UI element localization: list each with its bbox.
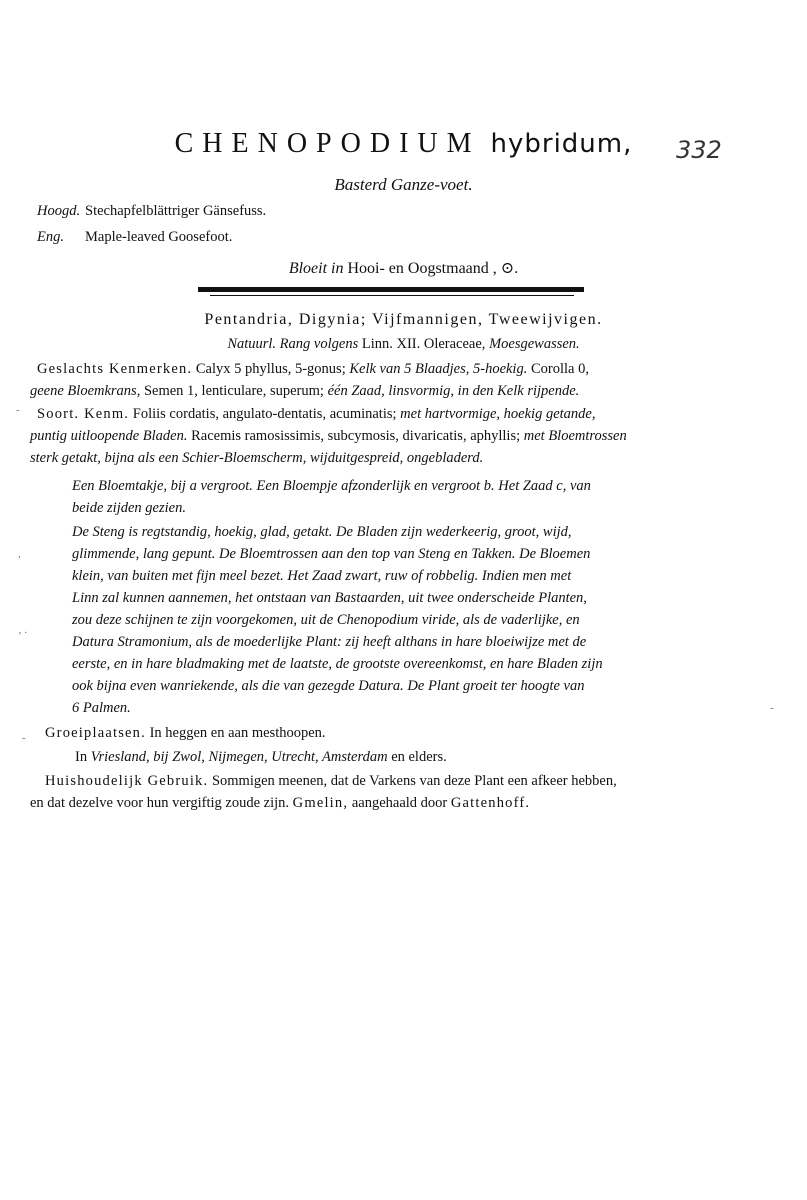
genus-characters-line-1 [37,361,589,378]
figure-caption-line-2: beide zijden gezien. [72,500,186,516]
genus-latin-2: Semen 1, lenticulare, superum; [143,383,324,399]
genus-dutch-2b: één Zaad, linsvormig, in den Kelk rijpende. [327,383,580,399]
margin-mark: - [22,732,26,744]
margin-mark: , [18,548,21,560]
description-line: De Steng is regtstandig, hoekig, glad, getakt. De Bladen zijn wederkeerig, groot, wijd, [72,524,572,540]
german-name-line [37,203,266,220]
habitat-heading: Groeiplaatsen. [45,725,146,741]
english-code: Eng. [37,229,64,245]
margin-mark: - [770,702,774,714]
habitat-suffix: en elders. [391,749,447,765]
margin-mark: - [16,404,20,416]
species-dutch-2b: met Bloemtrossen [523,428,627,444]
species-characters-line-2 [30,428,627,445]
uses-text-2a: en dat dezelve voor hun vergiftig zoude zijn. [30,795,290,811]
natural-rank-order: Linn. XII. Oleraceae, [361,336,486,352]
description-line: Datura Stramonium, als de moederlijke Plant: zij heeft althans in hare bloeiwijze met de [72,634,587,650]
habitat-line-1 [45,725,326,742]
uses-text-1: Sommigen meenen, dat de Varkens van deze Plant een afkeer hebben, [211,773,617,789]
description-line: ook bijna even wanriekende, als die van gezegde Datura. De Plant groeit ter hoogte van [72,678,585,694]
genus-name: CHENOPODIUM [174,128,481,159]
natural-rank-suffix: Moesgewassen. [489,336,580,352]
uses-line-2 [30,795,530,812]
annual-symbol: ⊙. [500,260,519,277]
german-code: Hoogd. [37,203,81,219]
species-latin-2: Racemis ramosissimis, subcymosis, divaricatis, aphyllis; [191,428,521,444]
habitat-line-2 [75,749,447,766]
description-line: 6 Palmen. [72,700,131,716]
genus-dutch-1: Kelk van 5 Blaadjes, 5-hoekig. [349,361,528,377]
thin-divider [210,295,574,296]
uses-line-1 [45,773,617,790]
natural-rank-prefix: Natuurl. Rang volgens [227,336,359,352]
handwritten-page-number: 332 [676,136,722,164]
uses-heading: Huishoudelijk Gebruik. [45,773,209,789]
linnaean-class: Pentandria, Digynia; Vijfmannigen, Tweewijvigen. [204,311,603,328]
genus-latin-1: Calyx 5 phyllus, 5-gonus; [195,361,346,377]
uses-author-gattenhoff: Gattenhoff. [450,795,531,811]
habitat-text: In heggen en aan mesthoopen. [149,725,326,741]
english-name-line [37,229,232,246]
genus-dutch-2a: geene Bloemkrans, [30,383,141,399]
description-line: Linn zal kunnen aannemen, het ontstaan van Bastaarden, uit twee onderscheide Planten, [72,590,587,606]
genus-characters-line-2 [30,383,579,400]
habitat-prefix: In [75,749,88,765]
flowering-time [0,258,807,278]
dutch-common-name: Basterd Ganze-voet. [334,175,473,194]
species-dutch-1: met hartvormige, hoekig getande, [400,406,596,422]
genus-characters-heading: Geslachts Kenmerken. [37,361,193,377]
species-characters-line-3: sterk getakt, bijna als een Schier-Bloemscherm, wijduitgespreid, ongebladerd. [30,450,484,466]
species-characters-heading: Soort. Kenm. [37,406,130,422]
flowering-prefix: Bloeit in [288,260,344,277]
natural-rank [0,336,807,353]
margin-mark: ‚ . [18,624,28,636]
genus-corolla: Corolla 0, [530,361,589,377]
figure-caption-line-1: Een Bloemtakje, bij a vergroot. Een Bloempje afzonderlijk en vergroot b. Het Zaad c, van [72,478,591,494]
uses-author-gmelin: Gmelin, [292,795,349,811]
species-latin-1: Foliis cordatis, angulato-dentatis, acuminatis; [132,406,397,422]
species-dutch-2a: puntig uitloopende Bladen. [30,428,188,444]
description-line: klein, van buiten met fijn meel bezet. Het Zaad zwart, ruw of robbelig. Indien men met [72,568,572,584]
habitat-places: Vriesland, bij Zwol, Nijmegen, Utrecht, Amsterdam [90,749,388,765]
english-name: Maple-leaved Goosefoot. [85,229,233,245]
flowering-months: Hooi- en Oogstmaand , [347,260,497,277]
description-line: eerste, en in hare bladmaking met de laatste, de grootste overeenkomst, en hare Bladen zijn [72,656,603,672]
species-characters-line-1 [37,406,595,423]
thick-divider [198,287,584,292]
species-name: hybridum, [490,129,633,159]
uses-text-2c: aangehaald door [351,795,448,811]
german-name: Stechapfelblättriger Gänsefuss. [85,203,267,219]
description-line: zou deze schijnen te zijn voorgekomen, uit de Chenopodium viride, als de vaderlijke, en [72,612,580,628]
description-line: glimmende, lang gepunt. De Bloemtrossen aan den top van Steng en Takken. De Bloemen [72,546,591,562]
